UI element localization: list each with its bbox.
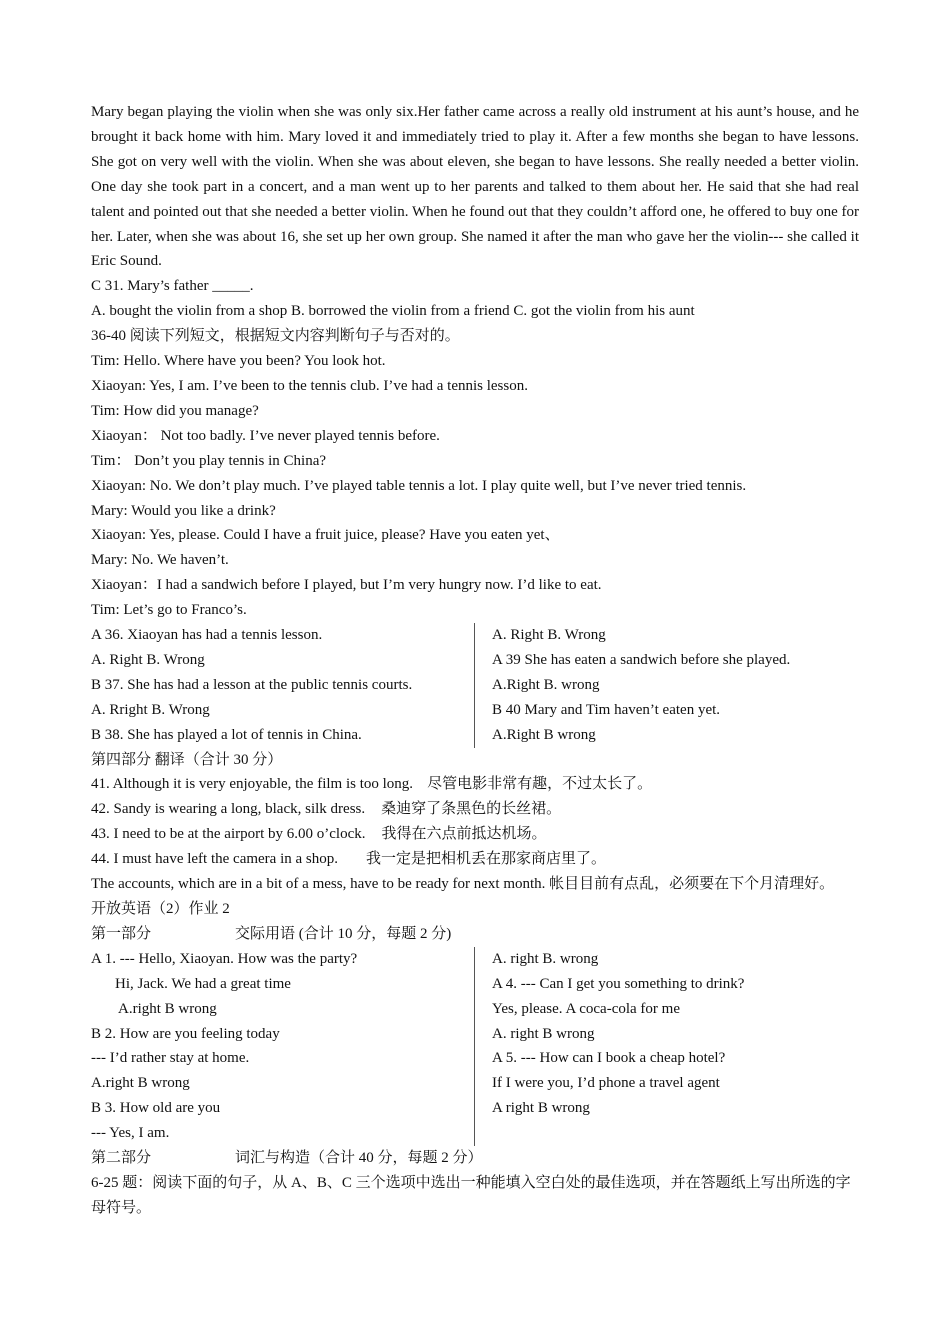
dialogue-line: Mary: Would you like a drink? [91, 502, 276, 519]
communication-line: A right B wrong [492, 1100, 590, 1117]
dialogue-line: Tim: How did you manage? [91, 402, 259, 419]
translation-en: 42. Sandy is wearing a long, black, silk dress. [91, 801, 366, 818]
dialogue-line: Tim: Hello. Where have you been? You look hot. [91, 353, 386, 370]
instruction-6-25: 6-25 题：阅读下面的句子，从 A、B、C 三个选项中选出一种能填入空白处的最佳选项，并在答题纸上写出所选的字母符号。 [91, 1174, 851, 1216]
judgement-left-column [91, 623, 475, 748]
communication-line: B 3. How old are you [91, 1100, 221, 1117]
dialogue-line: Xiaoyan: Yes, please. Could I have a fruit juice, please? Have you eaten yet、 [91, 527, 560, 544]
question-31-stem: C 31. Mary’s father _____. [91, 278, 254, 295]
translation-zh: 尽管电影非常有趣，不过太长了。 [427, 776, 653, 793]
homework-2-title: 开放英语（2）作业 2 [91, 901, 230, 917]
part1-heading [91, 922, 859, 947]
judgement-line: B 40 Mary and Tim haven’t eaten yet. [492, 701, 721, 718]
communication-left-column [91, 947, 475, 1146]
communication-line: A. right B. wrong [492, 950, 599, 967]
reading-passage: Mary began playing the violin when she was only six.Her father came across a really old instrument at his aunt’s house, and he brought it back home with him. Mary loved it and immediately tried to play it. After a few months she began to have lessons. She got on very well with the violin. When she was about eleven, she began to have lessons. She really needed a better violin. One day she took part in a concert, and a man went up to her parents and talked to them about her. He said that she had real talent and pointed out that she needed a better violin. When he found out that they couldn’t afford one, he offered to buy one for her. Later, when she was about 16, she set up her own group. She named it after the man who gave her the violin--- she called it Eric Sound. [91, 104, 859, 270]
judgement-line: A 36. Xiaoyan has had a tennis lesson. [91, 627, 323, 644]
communication-line: B 2. How are you feeling today [91, 1025, 280, 1042]
part2-title: 词汇与构造（合计 40 分，每题 2 分） [235, 1150, 483, 1167]
judgement-line: A. Right B. Wrong [91, 651, 205, 668]
judgement-line: A. Right B. Wrong [492, 627, 606, 644]
translation-zh: 我得在六点前抵达机场。 [381, 826, 547, 843]
dialogue [91, 349, 859, 623]
communication-line: A.right B wrong [118, 1000, 217, 1017]
judgement-line: B 37. She has had a lesson at the public tennis courts. [91, 676, 413, 693]
translation-en: 44. I must have left the camera in a shop. [91, 851, 339, 868]
communication-line: If I were you, I’d phone a travel agent [492, 1075, 720, 1092]
dialogue-instruction: 36-40 阅读下列短文，根据短文内容判断句子与否对的。 [91, 328, 460, 345]
communication-right-column [475, 947, 859, 1146]
judgement-line: A.Right B wrong [492, 726, 596, 743]
communication-questions [91, 947, 859, 1146]
part4-title: 第四部分 翻译（合计 30 分） [91, 751, 283, 768]
translation-item [91, 797, 859, 822]
communication-line: A. right B wrong [492, 1025, 595, 1042]
communication-line: A.right B wrong [91, 1075, 190, 1092]
communication-line: Hi, Jack. We had a great time [115, 975, 291, 992]
part2-label: 第二部分 [91, 1150, 152, 1167]
judgement-line: A.Right B. wrong [492, 676, 600, 693]
dialogue-line: Xiaoyan: No. We don’t play much. I’ve played table tennis a lot. I play quite well, but I’ve never tried tennis. [91, 477, 747, 494]
dialogue-line: Xiaoyan: Yes, I am. I’ve been to the tennis club. I’ve had a tennis lesson. [91, 377, 528, 394]
part2-heading [91, 1146, 859, 1171]
document-content [91, 100, 859, 1221]
accounts-translation: The accounts, which are in a bit of a mess, have to be ready for next month. 帐目目前有点乱，必须要在下个月清理好。 [91, 876, 835, 893]
question-31-options: A. bought the violin from a shop B. borrowed the violin from a friend C. got the violin from his aunt [91, 303, 695, 320]
judgement-right-column [475, 623, 859, 748]
judgement-questions [91, 623, 859, 748]
dialogue-line: Mary: No. We haven’t. [91, 552, 229, 569]
judgement-line: B 38. She has played a lot of tennis in China. [91, 726, 362, 743]
communication-line: --- I’d rather stay at home. [91, 1050, 250, 1067]
translation-zh: 桑迪穿了条黑色的长丝裙。 [381, 801, 562, 818]
judgement-line: A 39 She has eaten a sandwich before she played. [492, 651, 791, 668]
translation-item [91, 847, 859, 872]
part1-title: 交际用语 (合计 10 分，每题 2 分) [235, 925, 452, 942]
translation-item [91, 822, 859, 847]
communication-line: A 1. --- Hello, Xiaoyan. How was the party? [91, 950, 358, 967]
communication-line: A 5. --- How can I book a cheap hotel? [492, 1050, 726, 1067]
dialogue-line: Tim： Don’t you play tennis in China? [91, 452, 327, 469]
dialogue-line: Xiaoyan：I had a sandwich before I played, but I’m very hungry now. I’d like to eat. [91, 577, 602, 594]
translation-list [91, 772, 859, 872]
judgement-line: A. Rright B. Wrong [91, 701, 210, 718]
communication-line: --- Yes, I am. [91, 1125, 170, 1142]
communication-line: A 4. --- Can I get you something to drink? [492, 975, 745, 992]
translation-en: 43. I need to be at the airport by 6.00 o’clock. [91, 826, 366, 843]
translation-en: 41. Although it is very enjoyable, the film is too long. [91, 776, 414, 793]
dialogue-line: Tim: Let’s go to Franco’s. [91, 602, 247, 619]
part1-label: 第一部分 [91, 925, 152, 942]
dialogue-line: Xiaoyan： Not too badly. I’ve never played tennis before. [91, 427, 440, 444]
translation-zh: 我一定是把相机丢在那家商店里了。 [366, 851, 607, 868]
communication-line: Yes, please. A coca-cola for me [492, 1000, 680, 1017]
translation-item [91, 772, 859, 797]
